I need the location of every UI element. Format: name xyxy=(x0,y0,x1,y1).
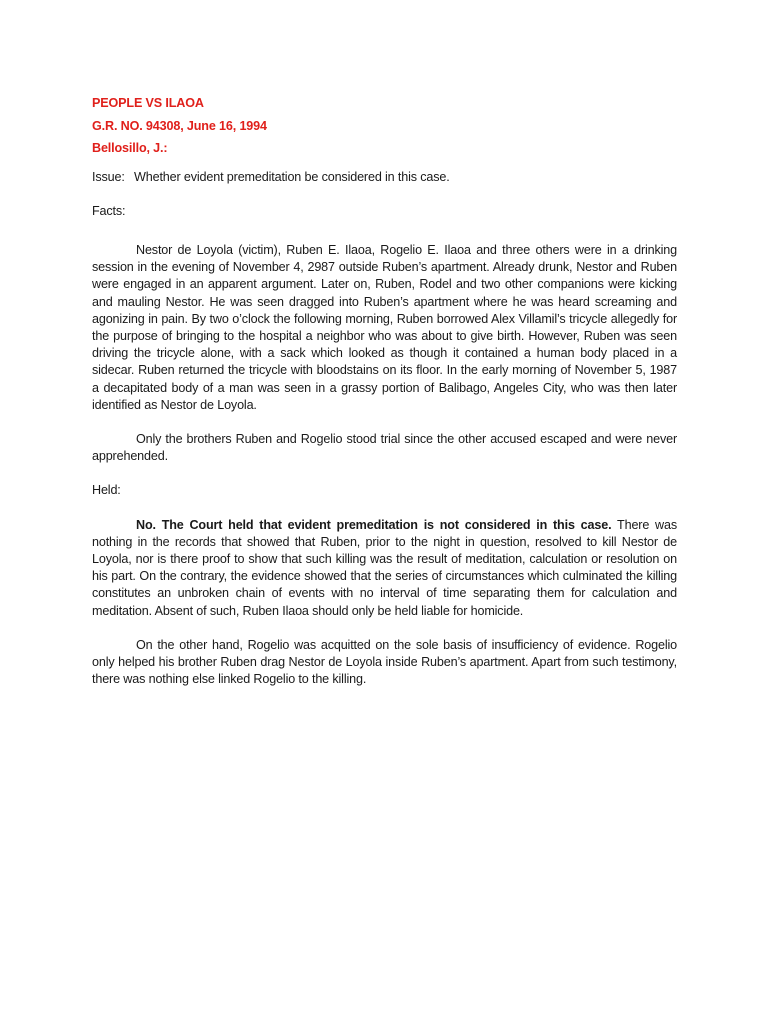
facts-paragraph-2: Only the brothers Ruben and Rogelio stood trial since the other accused escaped and were never apprehended. xyxy=(92,431,677,464)
issue-text: Whether evident premeditation be considered in this case. xyxy=(134,169,450,184)
held-label: Held: xyxy=(92,483,121,498)
held-ruling-rest: There was nothing in the records that showed that Ruben, prior to the night in question, resolved to kill Nestor de Loyola, nor is there proof to show that such killing was the result of meditation, calculation or resolution on his part. On the contrary, the evidence showed that the series of circumstances which culminated the killing constitutes an unbroken chain of events with no interval of time separating them for calculation and meditation. Absent of such, Ruben Ilaoa should only be held liable for homicide. xyxy=(92,517,677,618)
held-ruling-bold: No. The Court held that evident premeditation is not considered in this case. xyxy=(136,517,612,532)
held-paragraph-1 xyxy=(92,517,677,620)
issue-label: Issue: xyxy=(92,169,125,184)
facts-label: Facts: xyxy=(92,203,126,218)
case-ponente: Bellosillo, J.: xyxy=(92,141,168,155)
facts-paragraph-1: Nestor de Loyola (victim), Ruben E. Ilaoa, Rogelio E. Ilaoa and three others were in a drinking session in the evening of November 4, 2987 outside Ruben’s apartment. Already drunk, Nestor and Ruben were engaged in an apparent argument. Later on, Ruben, Rodel and two other companions were kicking and mauling Nestor. He was seen dragged into Ruben’s apartment where he was heard screaming and agonizing in pain. By two o’clock the following morning, Ruben borrowed Alex Villamil’s tricycle allegedly for the purpose of bringing to the hospital a neighbor who was about to give birth. However, Ruben was seen driving the tricycle alone, with a sack which looked as though it contained a human body placed in a sidecar. Ruben returned the tricycle with bloodstains on its floor. In the early morning of November 5, 1987 a decapitated body of a man was seen in a grassy portion of Balibago, Angeles City, who was then later identified as Nestor de Loyola. xyxy=(92,242,677,412)
case-title: PEOPLE VS ILAOA xyxy=(92,96,204,110)
held-paragraph-2: On the other hand, Rogelio was acquitted on the sole basis of insufficiency of evidence. Rogelio only helped his brother Ruben drag Nestor de Loyola inside Ruben’s apartment. Apart from such testimony, there was nothing else linked Rogelio to the killing. xyxy=(92,637,677,687)
issue-line xyxy=(92,169,677,186)
case-gr-number: G.R. NO. 94308, June 16, 1994 xyxy=(92,118,267,133)
document-page xyxy=(92,92,677,688)
